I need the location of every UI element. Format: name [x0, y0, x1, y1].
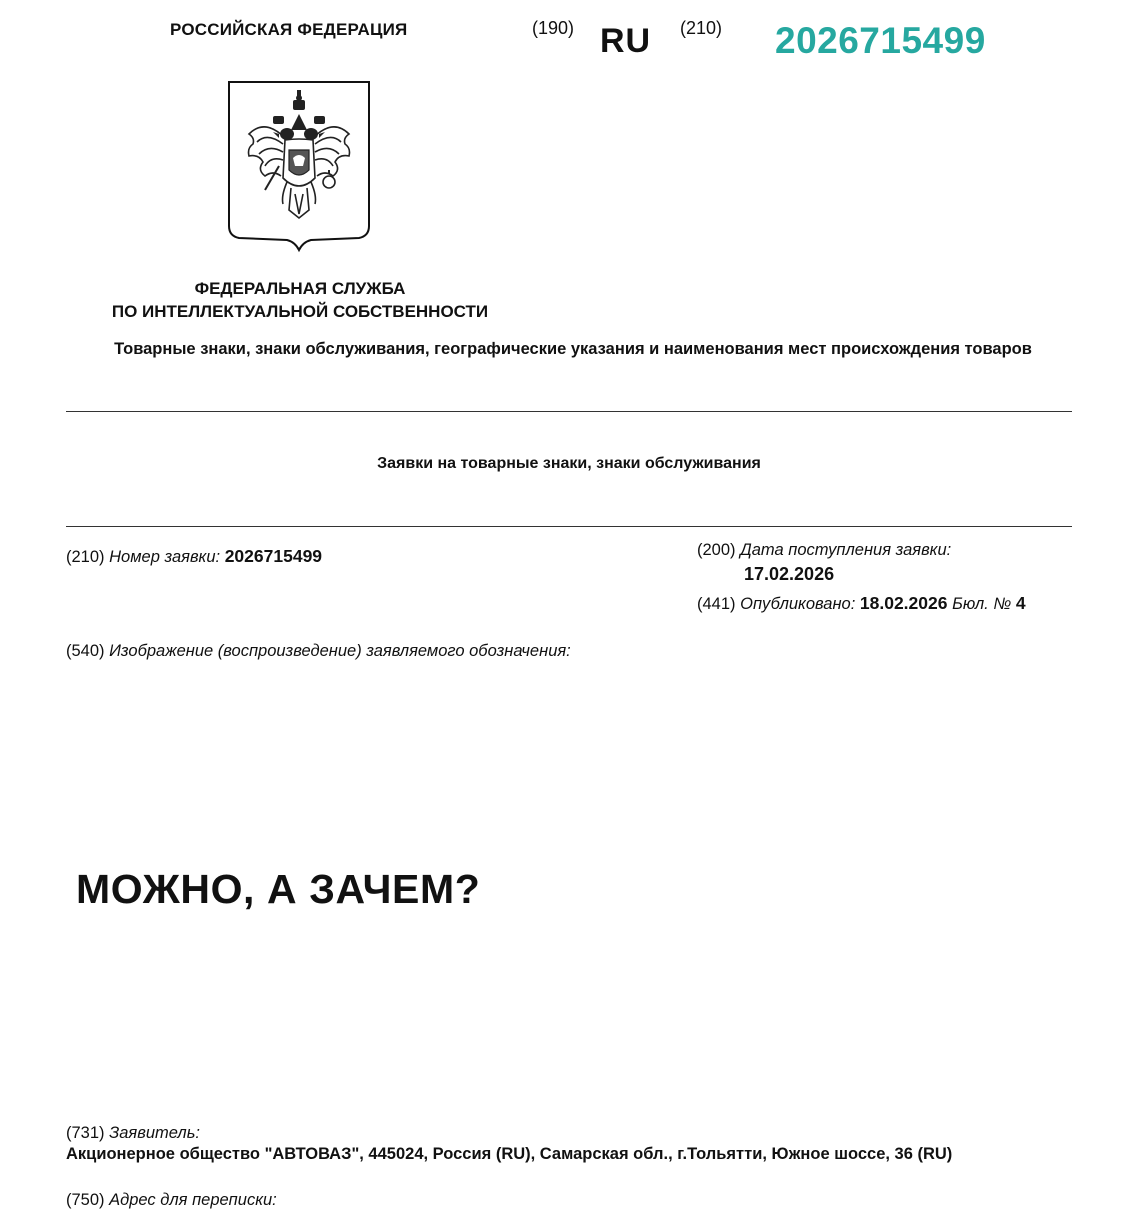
correspondence-field	[66, 1191, 277, 1210]
application-number-field	[66, 545, 322, 568]
receipt-date-value: 17.02.2026	[744, 564, 835, 584]
publication-category: Товарные знаки, знаки обслуживания, географические указания и наименования мест происхождения товаров	[114, 340, 1032, 358]
published-date: 18.02.2026	[859, 593, 948, 613]
applicant-field	[66, 1122, 200, 1144]
applicant-label: Заявитель:	[109, 1124, 200, 1142]
bulletin-label: Бюл. №	[952, 595, 1012, 613]
receipt-date-field	[697, 539, 951, 561]
application-number-value: 2026715499	[224, 546, 323, 566]
divider-bottom	[66, 526, 1072, 527]
agency-line-2: ПО ИНТЕЛЛЕКТУАЛЬНОЙ СОБСТВЕННОСТИ	[111, 302, 489, 321]
agency-line-1: ФЕДЕРАЛЬНАЯ СЛУЖБА	[194, 279, 406, 298]
application-number-code: (210)	[66, 548, 105, 566]
trademark-text: МОЖНО, А ЗАЧЕМ?	[76, 866, 481, 912]
section-title: Заявки на товарные знаки, знаки обслуживания	[377, 455, 761, 472]
bulletin-number: 4	[1015, 593, 1026, 613]
image-field	[66, 640, 571, 662]
receipt-date-label: Дата поступления заявки:	[740, 541, 952, 559]
applicant-code: (731)	[66, 1124, 105, 1142]
agency-title	[90, 277, 510, 323]
receipt-date-code: (200)	[697, 541, 736, 559]
document-number: 2026715499	[775, 20, 986, 61]
application-number-label: Номер заявки:	[109, 548, 221, 566]
image-label: Изображение (воспроизведение) заявляемого обозначения:	[109, 642, 571, 660]
published-field	[697, 592, 1026, 615]
code-190: (190)	[532, 18, 575, 38]
correspondence-label: Адрес для переписки:	[109, 1191, 277, 1209]
country-name: РОССИЙСКАЯ ФЕДЕРАЦИЯ	[170, 20, 408, 39]
image-code: (540)	[66, 642, 105, 660]
russian-coat-of-arms-icon	[225, 78, 373, 254]
applicant-value: Акционерное общество "АВТОВАЗ", 445024, Россия (RU), Самарская обл., г.Тольятти, Южное шоссе, 36 (RU)	[66, 1145, 953, 1163]
published-code: (441)	[697, 595, 736, 613]
divider-top	[66, 411, 1072, 412]
correspondence-code: (750)	[66, 1191, 105, 1209]
published-label: Опубликовано:	[740, 595, 856, 613]
code-210-header: (210)	[680, 18, 723, 38]
country-code: RU	[600, 22, 652, 60]
